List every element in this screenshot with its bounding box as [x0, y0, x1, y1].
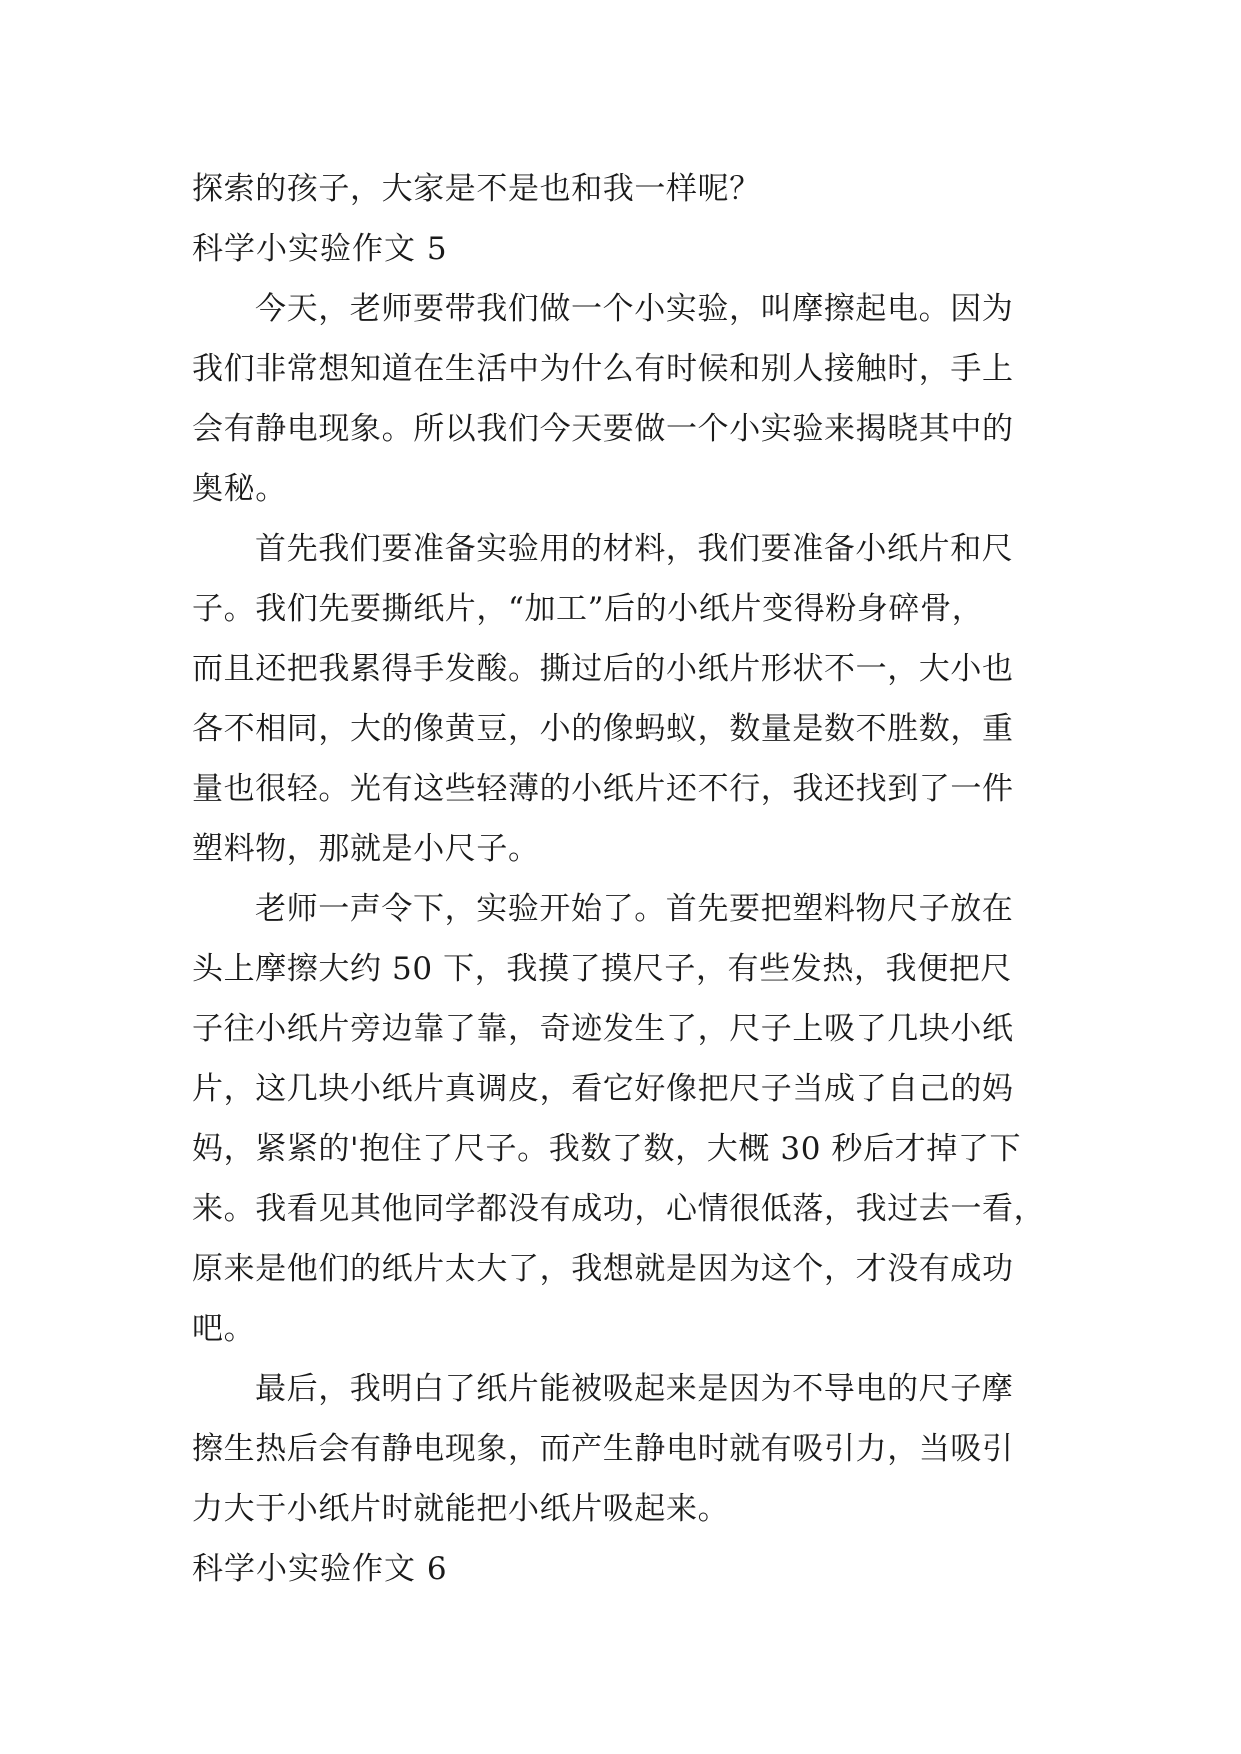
text-line: 奥秘。	[192, 471, 287, 507]
section-heading: 科学小实验作文 6	[192, 1551, 448, 1587]
paragraph-first-line: 今天，老师要带我们做一个小实验，叫摩擦起电。因为	[255, 291, 1014, 327]
text-line: 而且还把我累得手发酸。撕过后的小纸片形状不一，大小也	[192, 651, 1014, 687]
text-line: 来。我看见其他同学都没有成功，心情很低落，我过去一看，	[192, 1191, 1046, 1227]
text-line: 擦生热后会有静电现象，而产生静电时就有吸引力，当吸引	[192, 1431, 1014, 1467]
paragraph-first-line: 老师一声令下，实验开始了。首先要把塑料物尺子放在	[255, 891, 1014, 927]
text-line: 各不相同，大的像黄豆，小的像蚂蚁，数量是数不胜数，重	[192, 711, 1014, 747]
text-line: 吧。	[192, 1311, 256, 1347]
text-line: 力大于小纸片时就能把小纸片吸起来。	[192, 1491, 730, 1527]
text-line: 子。我们先要撕纸片，“加工”后的小纸片变得粉身碎骨，	[192, 591, 984, 627]
paragraph-first-line: 首先我们要准备实验用的材料，我们要准备小纸片和尺	[255, 531, 1014, 567]
text-line: 妈，紧紧的'抱住了尺子。我数了数，大概 30 秒后才掉了下	[192, 1131, 1022, 1167]
text-line: 原来是他们的纸片太大了，我想就是因为这个，才没有成功	[192, 1251, 1014, 1287]
text-line: 我们非常想知道在生活中为什么有时候和别人接触时，手上	[192, 351, 1014, 387]
text-line: 会有静电现象。所以我们今天要做一个小实验来揭晓其中的	[192, 411, 1014, 447]
text-line: 片，这几块小纸片真调皮，看它好像把尺子当成了自己的妈	[192, 1071, 1014, 1107]
text-line: 子往小纸片旁边靠了靠，奇迹发生了，尺子上吸了几块小纸	[192, 1011, 1014, 1047]
text-line: 探索的孩子，大家是不是也和我一样呢？	[192, 171, 761, 207]
article-body	[192, 159, 1052, 1599]
section-heading: 科学小实验作文 5	[192, 231, 448, 267]
text-line: 塑料物，那就是小尺子。	[192, 831, 540, 867]
text-line: 量也很轻。光有这些轻薄的小纸片还不行，我还找到了一件	[192, 771, 1014, 807]
text-line: 头上摩擦大约 50 下，我摸了摸尺子，有些发热，我便把尺	[192, 951, 1012, 987]
paragraph-first-line: 最后，我明白了纸片能被吸起来是因为不导电的尺子摩	[255, 1371, 1014, 1407]
